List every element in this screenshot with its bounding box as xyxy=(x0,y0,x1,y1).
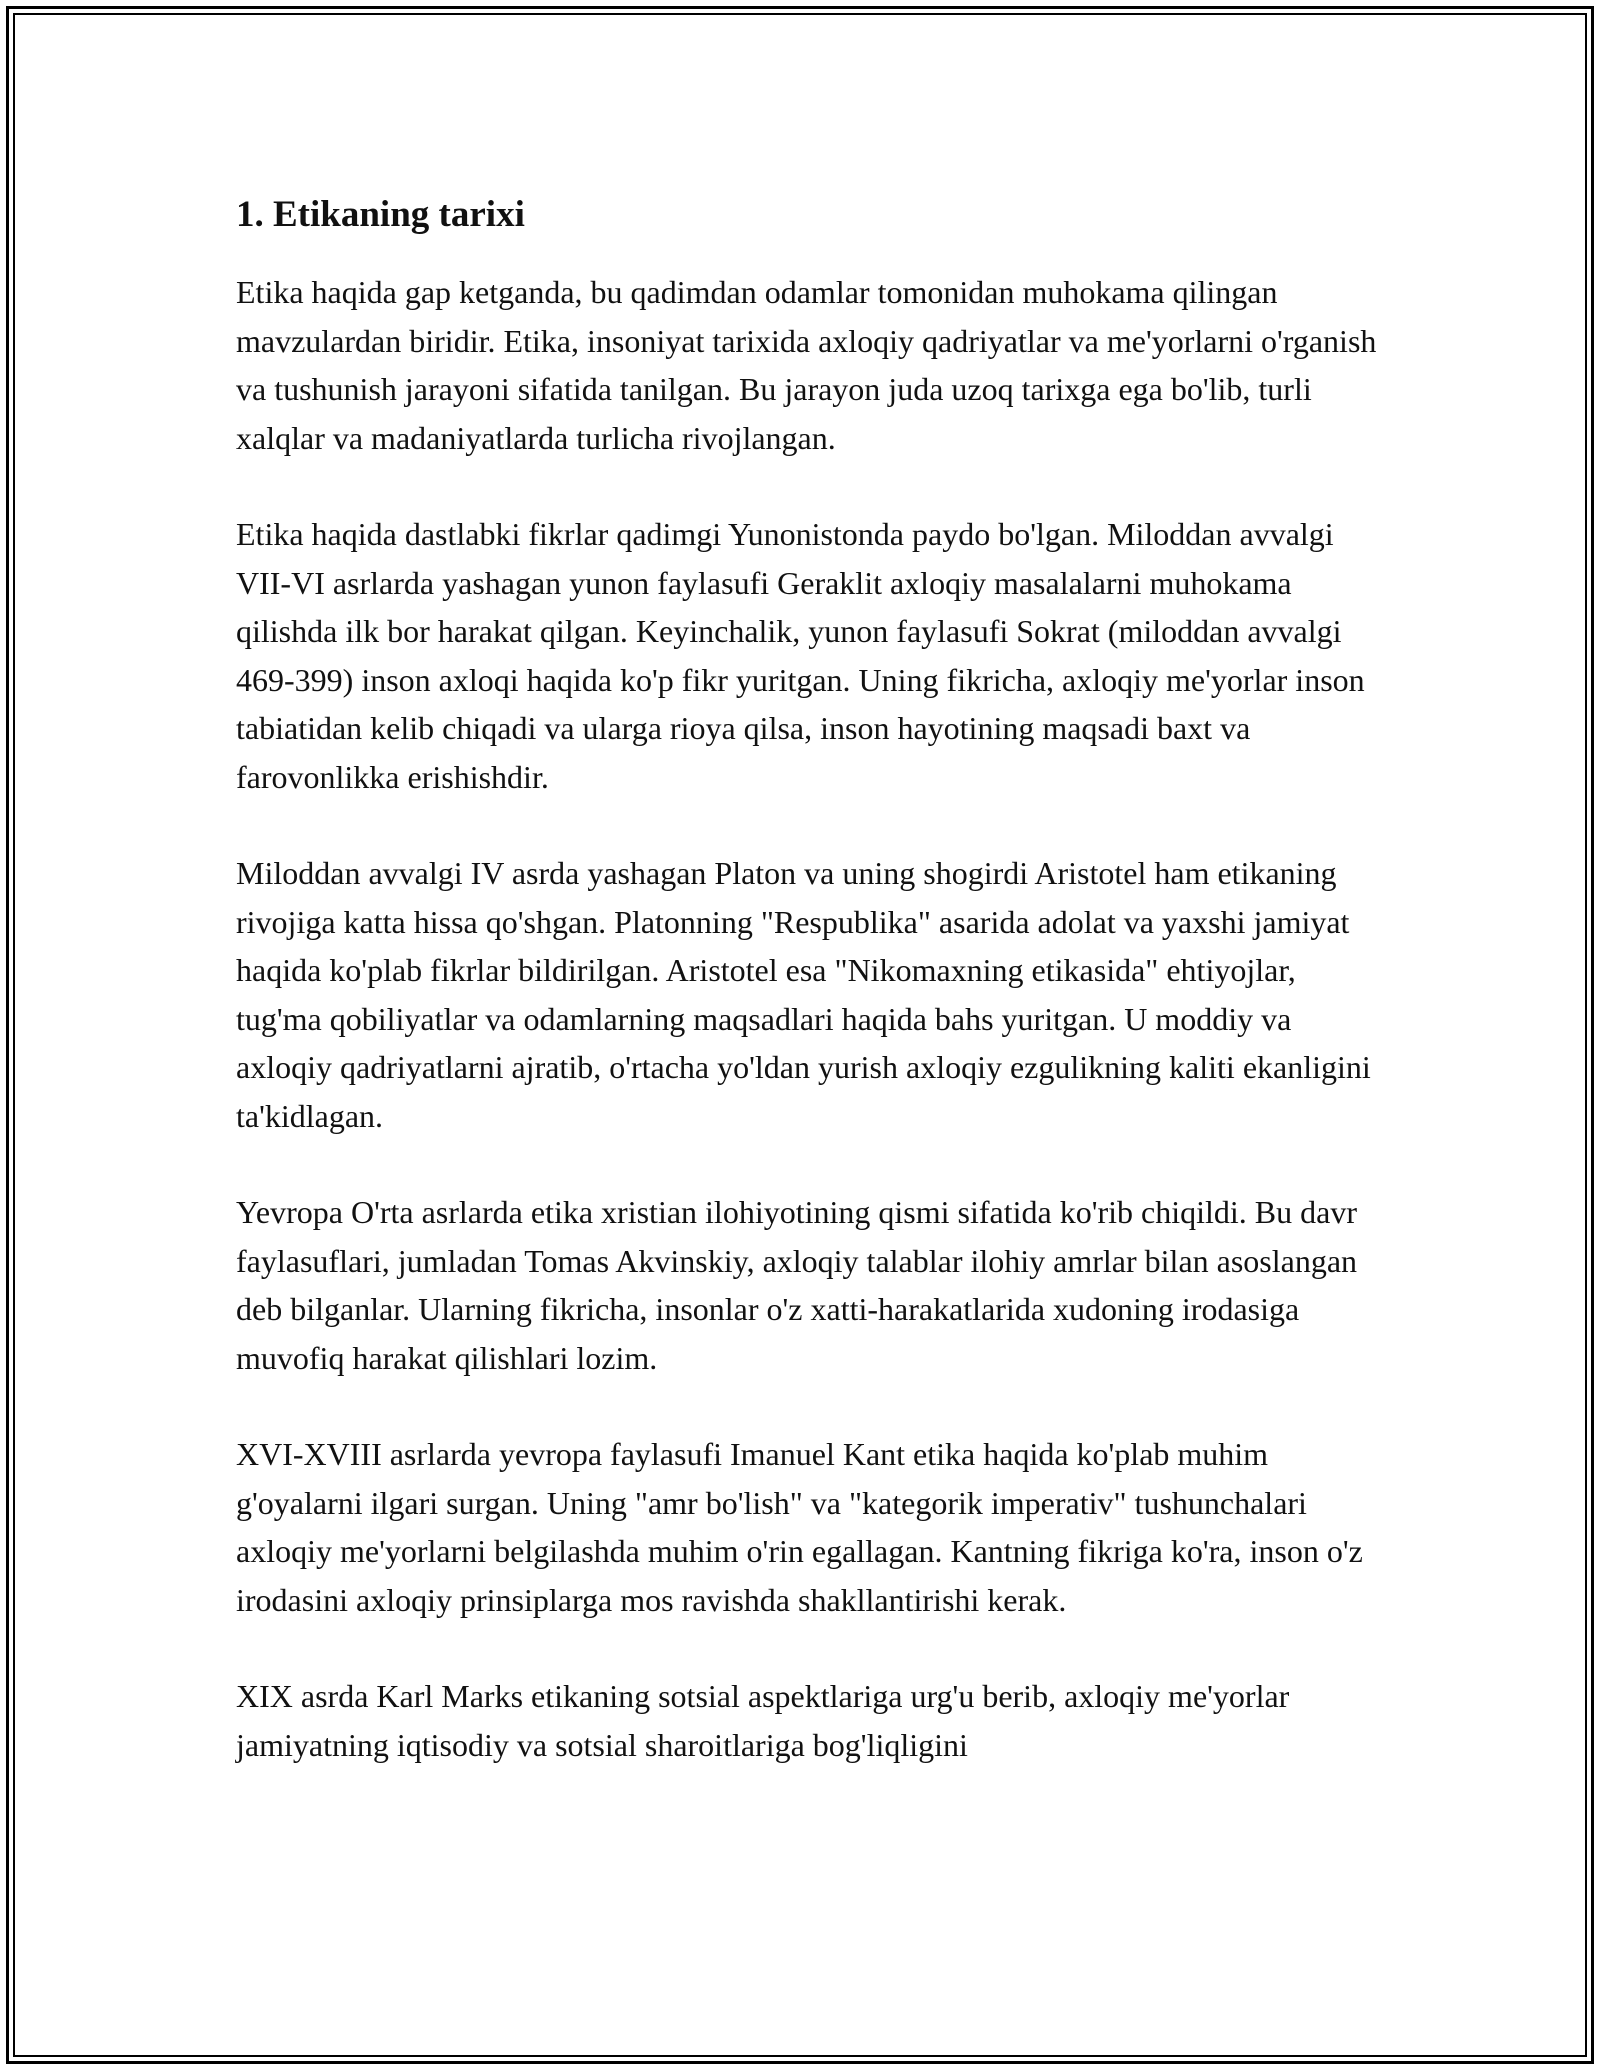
paragraph-6: XIX asrda Karl Marks etikaning sotsial aspektlariga urg'u berib, axloqiy me'yorlar jamiyatning iqtisodiy va sotsial sharoitlariga bog'liqligini xyxy=(236,1678,1290,1763)
paragraph-2: Etika haqida dastlabki fikrlar qadimgi Yunonistonda paydo bo'lgan. Miloddan avvalgi VII-VI asrlarda yashagan yunon faylasufi Geraklit axloqiy masalalarni muhokama qilishda ilk bor harakat qilgan. Keyinchalik, yunon faylasufi Sokrat (miloddan avvalgi 469-399) inson axloqi haqida ko'p fikr yuritgan. Uning fikricha, axloqiy me'yorlar inson tabiatidan kelib chiqadi va ularga rioya qilsa, inson hayotining maqsadi baxt va farovonlikka erishishdir. xyxy=(236,516,1365,795)
paragraph-5: XVI-XVIII asrlarda yevropa faylasufi Imanuel Kant etika haqida ko'plab muhim g'oyalarni ilgari surgan. Uning "amr bo'lish" va "kategorik imperativ" tushunchalari axloqiy me'yorlarni belgilashda muhim o'rin egallagan. Kantning fikriga ko'ra, inson o'z irodasini axloqiy prinsiplarga mos ravishda shakllantirishi kerak. xyxy=(236,1436,1363,1618)
paragraph-3: Miloddan avvalgi IV asrda yashagan Platon va uning shogirdi Aristotel ham etikaning rivojiga katta hissa qo'shgan. Platonning "Respublika" asarida adolat va yaxshi jamiyat haqida ko'plab fikrlar bildirilgan. Aristotel esa "Nikomaxning etikasida" ehtiyojlar, tug'ma qobiliyatlar va odamlarning maqsadlari haqida bahs yuritgan. U moddiy va axloqiy qadriyatlarni ajratib, o'rtacha yo'ldan yurish axloqiy ezgulikning kaliti ekanligini ta'kidlagan. xyxy=(236,855,1371,1134)
section-heading: 1. Etikaning tarixi xyxy=(236,194,525,235)
document-body xyxy=(236,190,1386,1769)
paragraph-4: Yevropa O'rta asrlarda etika xristian ilohiyotining qismi sifatida ko'rib chiqildi. Bu davr faylasuflari, jumladan Tomas Akvinskiy, axloqiy talablar ilohiy amrlar bilan asoslangan deb bilganlar. Ularning fikricha, insonlar o'z xatti-harakatlarida xudoning irodasiga muvofiq harakat qilishlari lozim. xyxy=(236,1194,1358,1376)
paragraph-1: Etika haqida gap ketganda, bu qadimdan odamlar tomonidan muhokama qilingan mavzulardan biridir. Etika, insoniyat tarixida axloqiy qadriyatlar va me'yorlarni o'rganish va tushunish jarayoni sifatida tanilgan. Bu jarayon juda uzoq tarixga ega bo'lib, turli xalqlar va madaniyatlarda turlicha rivojlangan. xyxy=(236,274,1377,456)
